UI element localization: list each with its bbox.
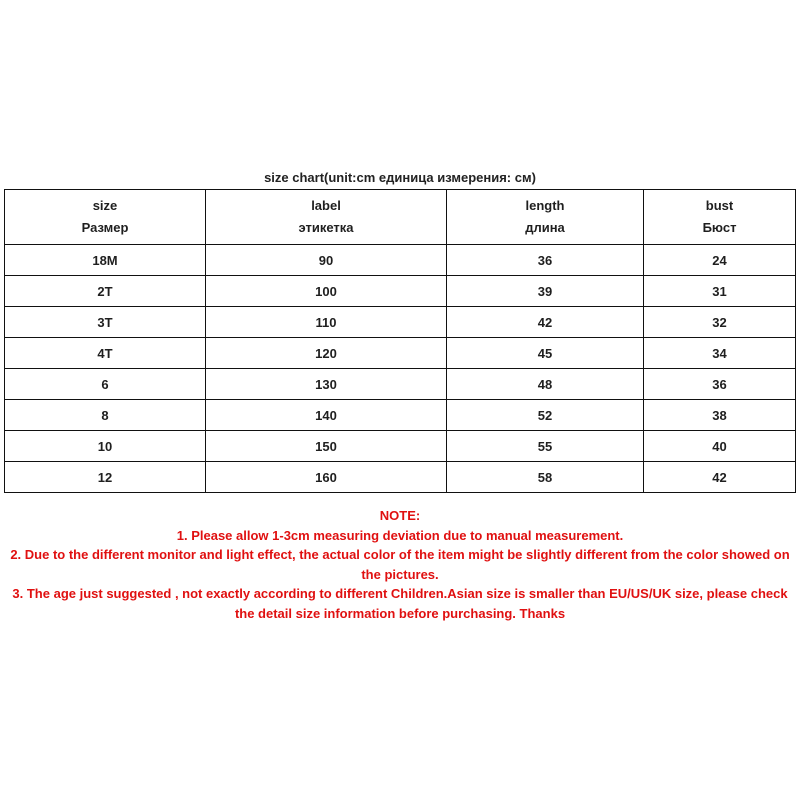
cell-size: 6 <box>5 369 206 400</box>
cell-bust: 24 <box>644 245 796 276</box>
cell-size: 2T <box>5 276 206 307</box>
table-row <box>5 462 796 493</box>
note-item-2: 2. Due to the different monitor and light effect, the actual color of the item might be slightly different from the color showed on the pictures. <box>10 547 790 582</box>
cell-length: 42 <box>447 307 644 338</box>
cell-bust: 31 <box>644 276 796 307</box>
table-row <box>5 431 796 462</box>
cell-size: 4T <box>5 338 206 369</box>
cell-size: 8 <box>5 400 206 431</box>
cell-label: 120 <box>206 338 447 369</box>
cell-length: 45 <box>447 338 644 369</box>
cell-length: 39 <box>447 276 644 307</box>
table-row <box>5 369 796 400</box>
cell-bust: 40 <box>644 431 796 462</box>
header-bust-en: bust <box>705 198 734 213</box>
header-length-ru: длина <box>525 220 565 235</box>
cell-label: 90 <box>206 245 447 276</box>
table-row <box>5 338 796 369</box>
size-chart-caption: size chart(unit:cm единица измерения: см) <box>264 170 536 185</box>
cell-label: 110 <box>206 307 447 338</box>
header-length-en: length <box>525 198 565 213</box>
table-row <box>5 276 796 307</box>
cell-label: 140 <box>206 400 447 431</box>
note-item-1: 1. Please allow 1-3cm measuring deviation due to manual measurement. <box>176 527 624 543</box>
cell-bust: 34 <box>644 338 796 369</box>
header-label-en: label <box>311 198 341 213</box>
table-row <box>5 400 796 431</box>
notes-title: NOTE: <box>379 508 421 523</box>
cell-label: 160 <box>206 462 447 493</box>
cell-length: 58 <box>447 462 644 493</box>
table-row <box>5 307 796 338</box>
table-header-row <box>5 190 796 245</box>
cell-label: 130 <box>206 369 447 400</box>
size-chart-table <box>4 189 796 493</box>
note-item-3: 3. The age just suggested , not exactly according to different Children.Asian size is smaller than EU/US/UK size, please check the detail size information before purchasing. Thanks <box>12 586 788 621</box>
cell-length: 52 <box>447 400 644 431</box>
header-bust-ru: Бюст <box>702 220 737 235</box>
cell-bust: 42 <box>644 462 796 493</box>
header-size-ru: Размер <box>81 220 129 235</box>
cell-size: 18M <box>5 245 206 276</box>
cell-bust: 36 <box>644 369 796 400</box>
header-cell-size <box>5 190 206 245</box>
notes-section <box>0 506 800 623</box>
cell-label: 150 <box>206 431 447 462</box>
cell-length: 55 <box>447 431 644 462</box>
header-cell-bust <box>644 190 796 245</box>
header-size-en: size <box>92 198 118 213</box>
header-cell-length <box>447 190 644 245</box>
cell-size: 12 <box>5 462 206 493</box>
cell-label: 100 <box>206 276 447 307</box>
header-cell-label <box>206 190 447 245</box>
table-row <box>5 245 796 276</box>
cell-size: 3T <box>5 307 206 338</box>
cell-bust: 32 <box>644 307 796 338</box>
header-label-ru: этикетка <box>298 220 354 235</box>
cell-bust: 38 <box>644 400 796 431</box>
cell-size: 10 <box>5 431 206 462</box>
cell-length: 36 <box>447 245 644 276</box>
cell-length: 48 <box>447 369 644 400</box>
